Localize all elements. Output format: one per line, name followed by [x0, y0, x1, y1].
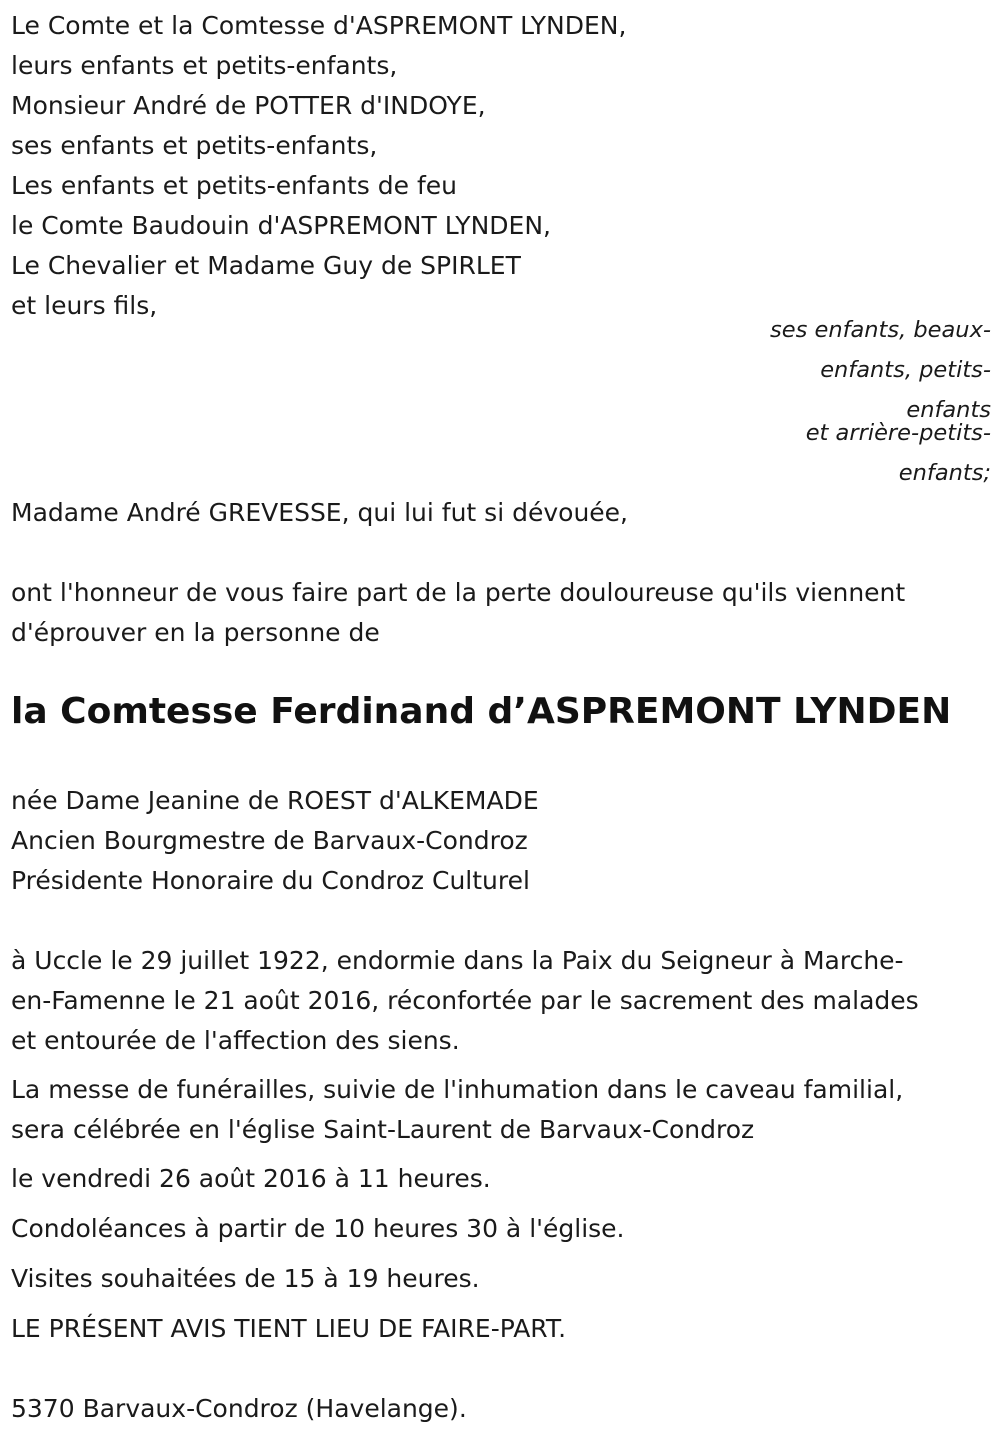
announcement-line: d'éprouver en la personne de: [11, 618, 380, 647]
descendants-note-line: enfants;: [898, 460, 991, 486]
birth-death-line: à Uccle le 29 juillet 1922, endormie dans la Paix du Seigneur à Marche-: [11, 946, 904, 975]
family-line: Le Comte et la Comtesse d'ASPREMONT LYNDEN,: [11, 11, 627, 40]
family-line: Le Chevalier et Madame Guy de SPIRLET: [11, 251, 521, 280]
deceased-info-line: Ancien Bourgmestre de Barvaux-Condroz: [11, 826, 528, 855]
family-line: Les enfants et petits-enfants de feu: [11, 171, 457, 200]
funeral-line: La messe de funérailles, suivie de l'inhumation dans le caveau familial,: [11, 1075, 904, 1104]
announcement-line: ont l'honneur de vous faire part de la perte douloureuse qu'ils viennent: [11, 578, 906, 607]
address: 5370 Barvaux-Condroz (Havelange).: [11, 1394, 467, 1423]
family-line: Monsieur André de POTTER d'INDOYE,: [11, 91, 486, 120]
birth-death-line: en-Famenne le 21 août 2016, réconfortée par le sacrement des malades: [11, 986, 919, 1015]
descendants-note-line: ses enfants, beaux-: [770, 317, 991, 343]
devoted-line: Madame André GREVESSE, qui lui fut si dévouée,: [11, 498, 628, 527]
deceased-name: la Comtesse Ferdinand d’ASPREMONT LYNDEN: [11, 691, 952, 732]
funeral-line: sera célébrée en l'église Saint-Laurent de Barvaux-Condroz: [11, 1115, 755, 1144]
family-line: le Comte Baudouin d'ASPREMONT LYNDEN,: [11, 211, 551, 240]
birth-death-line: et entourée de l'affection des siens.: [11, 1026, 460, 1055]
family-line: leurs enfants et petits-enfants,: [11, 51, 398, 80]
funeral-date: le vendredi 26 août 2016 à 11 heures.: [11, 1164, 491, 1193]
notice: LE PRÉSENT AVIS TIENT LIEU DE FAIRE-PART.: [11, 1314, 567, 1343]
family-line: et leurs fils,: [11, 291, 158, 320]
deceased-info-line: née Dame Jeanine de ROEST d'ALKEMADE: [11, 786, 539, 815]
descendants-note-line: enfants, petits-: [820, 357, 991, 383]
family-line: ses enfants et petits-enfants,: [11, 131, 378, 160]
descendants-note-line: et arrière-petits-: [805, 420, 991, 446]
condolences: Condoléances à partir de 10 heures 30 à l'église.: [11, 1214, 625, 1243]
deceased-info-line: Présidente Honoraire du Condroz Culturel: [11, 866, 530, 895]
visits: Visites souhaitées de 15 à 19 heures.: [11, 1264, 480, 1293]
descendants-note-line: enfants: [906, 397, 991, 423]
